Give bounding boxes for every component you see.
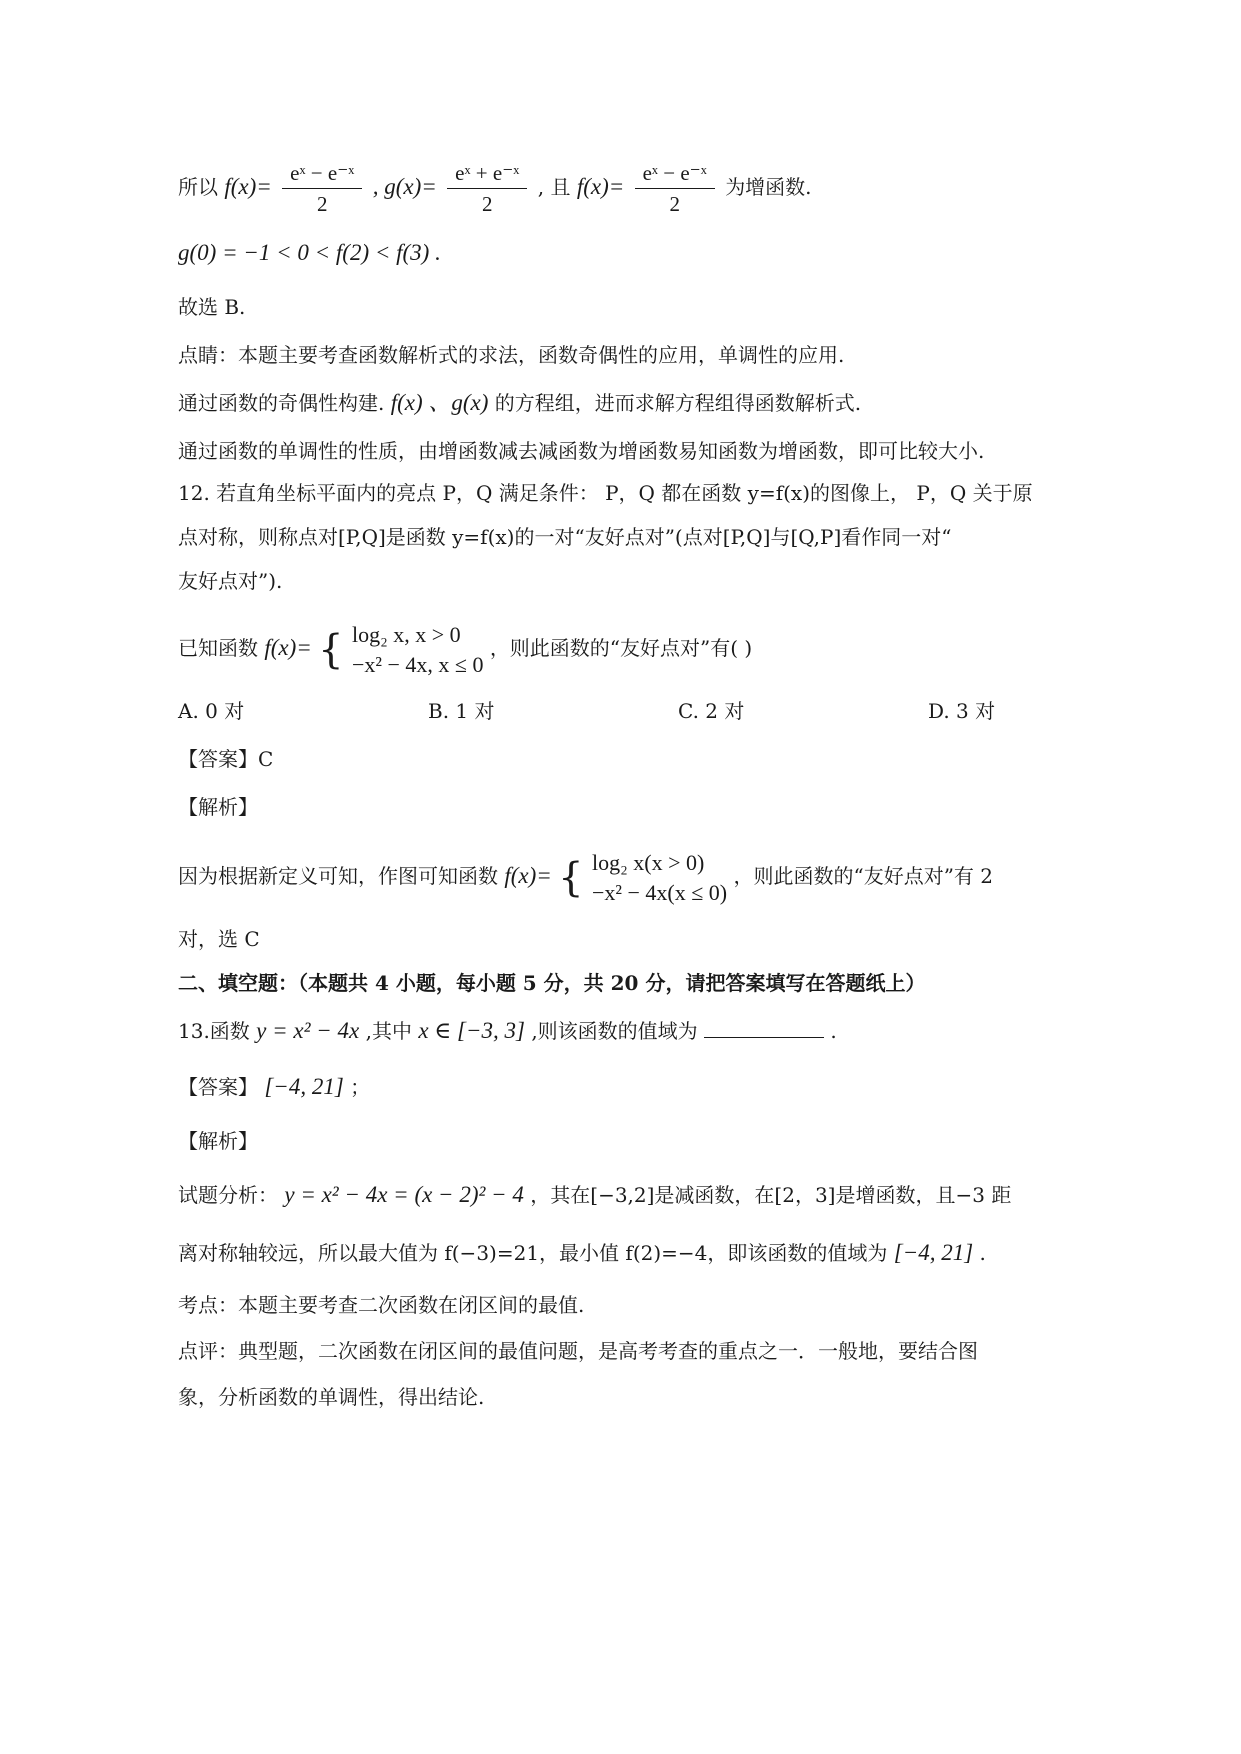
text: 的方程组，进而求解方程组得函数解析式. [494, 391, 862, 415]
option-c: C. 2 对 [678, 699, 745, 723]
remark-line-2 [178, 388, 1078, 418]
key-point: 考点：本题主要考查二次函数在闭区间的最值. [178, 1293, 585, 1317]
fraction-3 [635, 160, 715, 217]
answer-12: 【答案】C [178, 747, 274, 771]
fraction-denominator: 2 [317, 192, 328, 216]
fraction-numerator: eˣ − e⁻ˣ [282, 160, 362, 189]
text: 试题分析： [178, 1183, 278, 1207]
answer-blank [704, 1017, 824, 1038]
remark-line-3: 通过函数的单调性的性质，由增函数减去减函数为增函数易知函数为增函数，即可比较大小. [178, 439, 985, 463]
question-12-function [178, 618, 1078, 680]
fraction-numerator: eˣ − e⁻ˣ [635, 160, 715, 189]
text: ，则此函数的“友好点对”有( ) [489, 636, 753, 660]
math-expression: y = x² − 4x [256, 1018, 360, 1043]
math-f: f(x)= [224, 174, 272, 199]
text: 因为根据新定义可知，作图可知函数 [178, 864, 498, 888]
math-expression: y = x² − 4x = (x − 2)² − 4 [284, 1182, 524, 1207]
option-d: D. 3 对 [928, 699, 996, 723]
text: 通过函数的奇偶性构建. [178, 391, 385, 415]
math-interval: [−4, 21] [893, 1240, 974, 1265]
text: ,则该函数的值域为 [531, 1019, 698, 1043]
analysis-12-body [178, 846, 1078, 908]
text: ，则此函数的“友好点对”有 2 [733, 864, 993, 888]
question-12-line-2: 点对称，则称点对[P,Q]是函数 y=f(x)的一对“友好点对”(点对[P,Q]与[Q,P]看作同一对“ [178, 525, 952, 549]
section-2-heading: 二、填空题：（本题共 4 小题，每小题 5 分，共 20 分，请把答案填写在答题纸上） [178, 971, 926, 995]
text: 13.函数 [178, 1019, 250, 1043]
case-2: −x² − 4x, x ≤ 0 [351, 651, 484, 677]
question-12-line-1: 12. 若直角坐标平面内的亮点 P，Q 满足条件： P，Q 都在函数 y=f(x)的图像上， P，Q 关于原 [178, 481, 1033, 505]
case-2: −x² − 4x(x ≤ 0) [591, 879, 728, 905]
brace-icon: { [558, 854, 584, 901]
text: 【答案】 [178, 1075, 258, 1099]
fraction-numerator: eˣ + e⁻ˣ [447, 160, 527, 189]
comment-line-1: 点评：典型题，二次函数在闭区间的最值问题，是高考考查的重点之一．一般地，要结合图 [178, 1339, 978, 1363]
answer-choice-line: 故选 B. [178, 295, 246, 319]
text: 已知函数 [178, 636, 258, 660]
text: 离对称轴较远，所以最大值为 f(−3)=21，最小值 f(2)=−4，即该函数的值域为 [178, 1241, 888, 1265]
analysis-12-end: 对，选 C [178, 927, 260, 951]
brace-icon: { [318, 626, 344, 673]
question-12-line-3: 友好点对”). [178, 569, 283, 593]
answer-13 [178, 1072, 1078, 1102]
derivation-line-2: g(0) = −1 < 0 < f(2) < f(3) . [178, 240, 441, 265]
text: . [830, 1019, 837, 1043]
analysis-12-header: 【解析】 [178, 795, 258, 819]
question-13 [178, 1016, 1078, 1046]
analysis-13-header: 【解析】 [178, 1129, 258, 1153]
case-1: log₂ x(x > 0) [591, 849, 705, 875]
math-expression: f(x) 、g(x) [390, 390, 489, 415]
math-f: f(x)= [504, 863, 552, 888]
remark-line: 点睛：本题主要考查函数解析式的求法，函数奇偶性的应用，单调性的应用. [178, 343, 845, 367]
analysis-13-line-1 [178, 1180, 1078, 1210]
piecewise-cases [592, 848, 727, 908]
text: . [979, 1241, 986, 1265]
derivation-line-1 [178, 160, 1078, 217]
analysis-13-line-2 [178, 1238, 1078, 1268]
math-domain: x ∈ [−3, 3] [418, 1018, 525, 1043]
math-g: , g(x)= [372, 174, 437, 199]
text: ,其中 [365, 1019, 412, 1043]
fraction-2 [447, 160, 527, 217]
math-interval: [−4, 21] [264, 1074, 344, 1099]
fraction-1 [282, 160, 362, 217]
fraction-denominator: 2 [669, 192, 680, 216]
math-f: f(x)= [576, 174, 625, 199]
comment-line-2: 象，分析函数的单调性，得出结论. [178, 1385, 485, 1409]
text: , 且 [537, 175, 571, 199]
math-f: f(x)= [264, 635, 312, 660]
case-1: log₂ x, x > 0 [351, 621, 461, 647]
text: ，其在[−3,2]是减函数，在[2，3]是增函数，且−3 距 [530, 1183, 1012, 1207]
text: ； [350, 1075, 371, 1099]
fraction-denominator: 2 [482, 192, 493, 216]
piecewise-cases [352, 620, 483, 680]
option-a: A. 0 对 [178, 699, 245, 723]
option-b: B. 1 对 [428, 699, 495, 723]
text: 所以 [178, 175, 218, 199]
text: 为增函数. [725, 175, 812, 199]
